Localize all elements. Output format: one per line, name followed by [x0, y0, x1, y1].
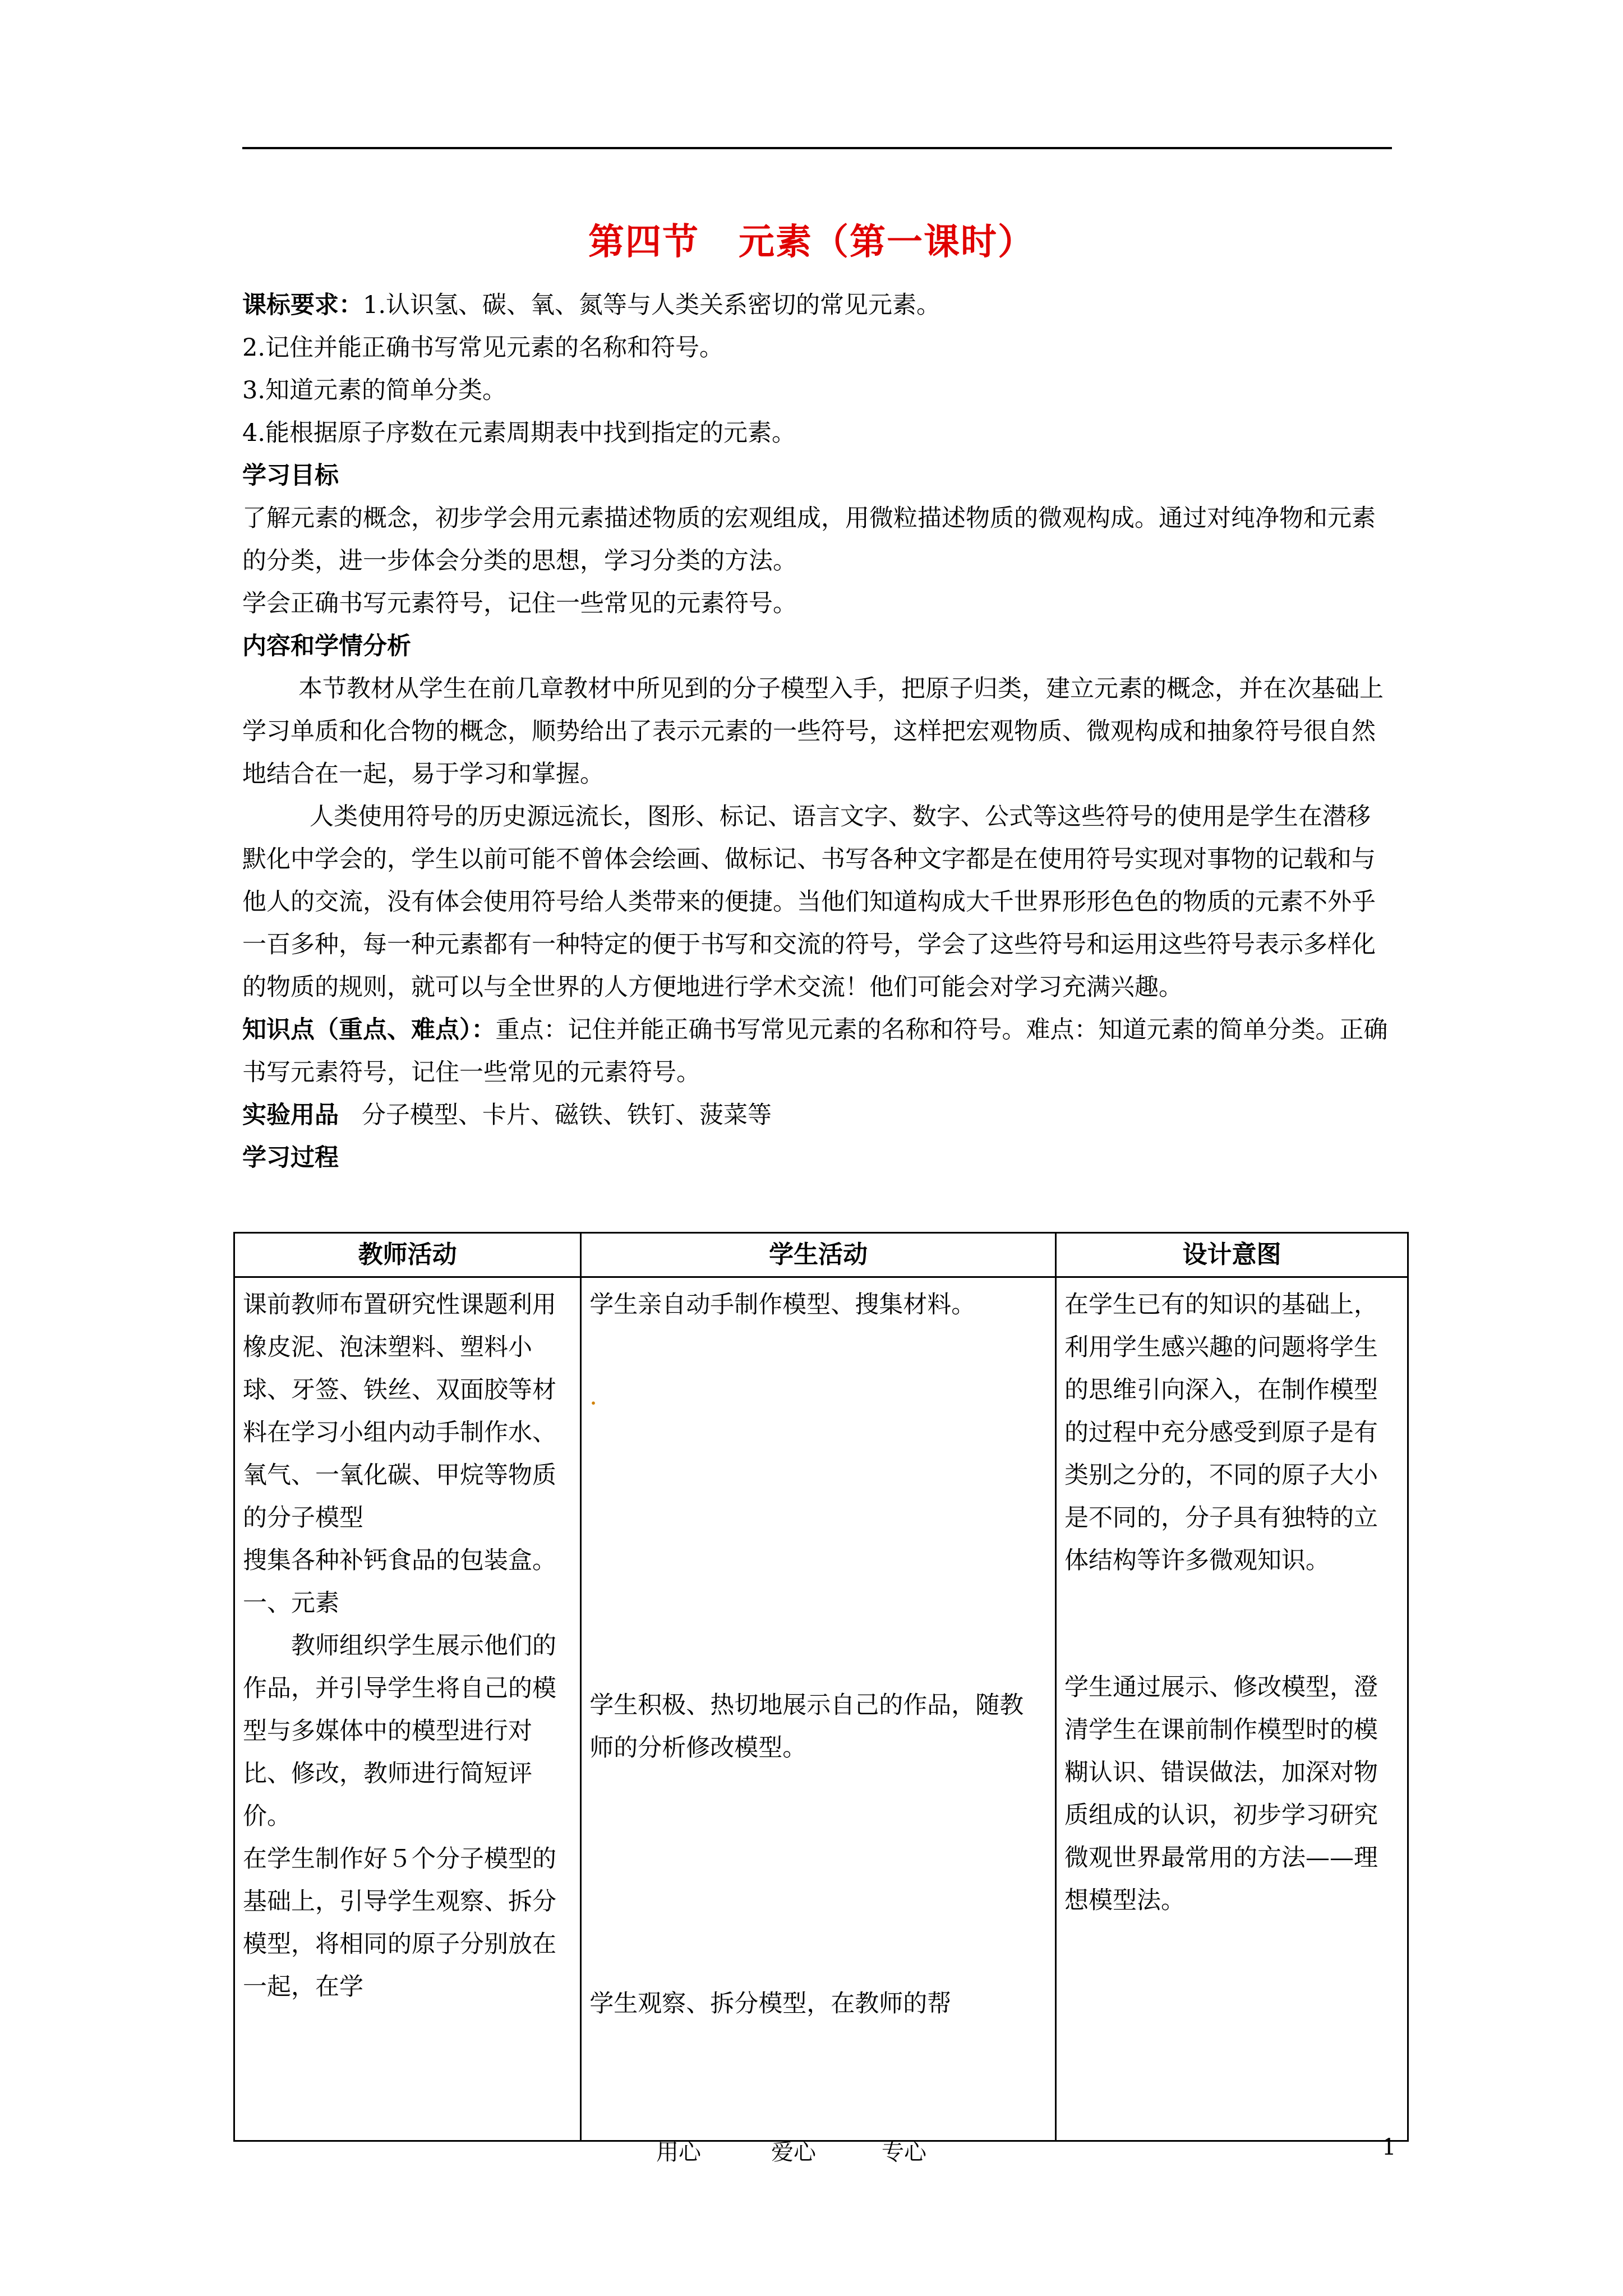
header-rule [242, 147, 1392, 149]
design-spacer [1064, 1582, 1399, 1666]
requirements-line-4: 4.能根据原子序数在元素周期表中找到指定的元素。 [242, 419, 796, 447]
objectives-paragraph-1: 了解元素的概念，初步学会用元素描述物质的宏观组成，用微粒描述物质的微观构成。通过对纯净物和元素的分类，进一步体会分类的思想，学习分类的方法。 [242, 504, 1376, 575]
requirements-label: 课标要求： [242, 291, 363, 319]
design-intent-cell [1056, 1277, 1408, 2141]
footer-text-1: 用心 [656, 2139, 701, 2165]
table-row [234, 1277, 1408, 2141]
title-section: 第四节 [588, 222, 699, 263]
teacher-para-2: 搜集各种补钙食品的包装盒。 [243, 1547, 556, 1575]
process-heading: 学习过程 [242, 1144, 339, 1172]
title-topic: 元素（第一课时） [739, 222, 1035, 263]
student-spacer-3 [589, 1769, 1047, 1982]
materials-label: 实验用品 [242, 1101, 339, 1129]
requirements-line-3: 3.知道元素的简单分类。 [242, 376, 507, 404]
stray-dot: · [589, 1389, 597, 1418]
requirements-line-1: 课标要求：1.认识氢、碳、氧、氮等与人类关系密切的常见元素。 [242, 291, 941, 319]
teacher-para-1: 课前教师布置研究性课题利用橡皮泥、泡沫塑料、塑料小球、牙签、铁丝、双面胶等材料在学习小组内动手制作水、氧气、一氧化碳、甲烷等物质的分子模型 [243, 1291, 556, 1532]
header-design: 设计意图 [1056, 1233, 1408, 1277]
header-teacher: 教师活动 [234, 1233, 581, 1277]
page-number: 1 [1382, 2134, 1396, 2160]
table-header-row [234, 1233, 1408, 1277]
student-para-2: 学生积极、热切地展示自己的作品，随教师的分析修改模型。 [589, 1691, 1024, 1762]
process-table [233, 1232, 1409, 2142]
analysis-paragraph-2: 人类使用符号的历史源远流长，图形、标记、语言文字、数字、公式等这些符号的使用是学生在潜移默化中学会的，学生以前可能不曾体会绘画、做标记、书写各种文字都是在使用符号实现对事物的记载和与他人的交流，没有体会使用符号给人类带来的便捷。当他们知道构成大千世界形形色色的物质的元素不外乎一百多种，每一种元素都有一种特定的便于书写和交流的符号，学会了这些符号和运用这些符号表示多样化的物质的规则，就可以与全世界的人方便地进行学术交流！他们可能会对学习充满兴趣。 [242, 803, 1376, 1001]
objectives-heading: 学习目标 [242, 462, 339, 490]
student-para-3: 学生观察、拆分模型，在教师的帮 [589, 1990, 952, 2018]
document-body [242, 284, 1392, 1179]
student-spacer-2 [589, 1410, 1047, 1684]
design-para-1: 在学生已有的知识的基础上，利用学生感兴趣的问题将学生的思维引向深入，在制作模型的过程中充分感受到原子是有类别之分的，不同的原子大小是不同的，分子具有独特的立体结构等许多微观知识。 [1064, 1291, 1378, 1575]
student-activity-cell [581, 1277, 1056, 2141]
design-para-2: 学生通过展示、修改模型，澄清学生在课前制作模型时的模糊认识、错误做法，加深对物质组成的认识，初步学习研究微观世界最常用的方法——理想模型法。 [1064, 1673, 1378, 1915]
student-spacer-1 [589, 1326, 1047, 1418]
teacher-para-5: 在学生制作好５个分子模型的基础上，引导学生观察、拆分模型，将相同的原子分别放在一起，在学 [243, 1845, 556, 2001]
page-title [0, 213, 1623, 265]
analysis-paragraph-1: 本节教材从学生在前几章教材中所见到的分子模型入手，把原子归类，建立元素的概念，并在次基础上学习单质和化合物的概念，顺势给出了表示元素的一些符号，这样把宏观物质、微观构成和抽象符号很自然地结合在一起，易于学习和掌握。 [242, 675, 1384, 788]
materials-line: 实验用品 分子模型、卡片、磁铁、铁钉、菠菜等 [242, 1101, 772, 1129]
teacher-activity-cell [234, 1277, 581, 2141]
knowledge-points: 知识点（重点、难点）：重点：记住并能正确书写常见元素的名称和符号。难点：知道元素的简单分类。正确书写元素符号，记住一些常见的元素符号。 [242, 1016, 1388, 1087]
teacher-para-4: 教师组织学生展示他们的作品，并引导学生将自己的模型与多媒体中的模型进行对比、修改，教师进行简短评价。 [243, 1632, 556, 1830]
analysis-heading: 内容和学情分析 [242, 632, 411, 660]
footer-text-3: 专心 [882, 2139, 926, 2165]
requirements-line-2: 2.记住并能正确书写常见元素的名称和符号。 [242, 334, 724, 362]
knowledge-label: 知识点（重点、难点）： [242, 1016, 496, 1044]
footer-text-2: 爱心 [771, 2139, 816, 2165]
student-para-1: 学生亲自动手制作模型、搜集材料。 [589, 1291, 976, 1319]
header-student: 学生活动 [581, 1233, 1056, 1277]
teacher-para-3: 一、元素 [243, 1589, 339, 1617]
objectives-paragraph-2: 学会正确书写元素符号，记住一些常见的元素符号。 [242, 590, 797, 618]
